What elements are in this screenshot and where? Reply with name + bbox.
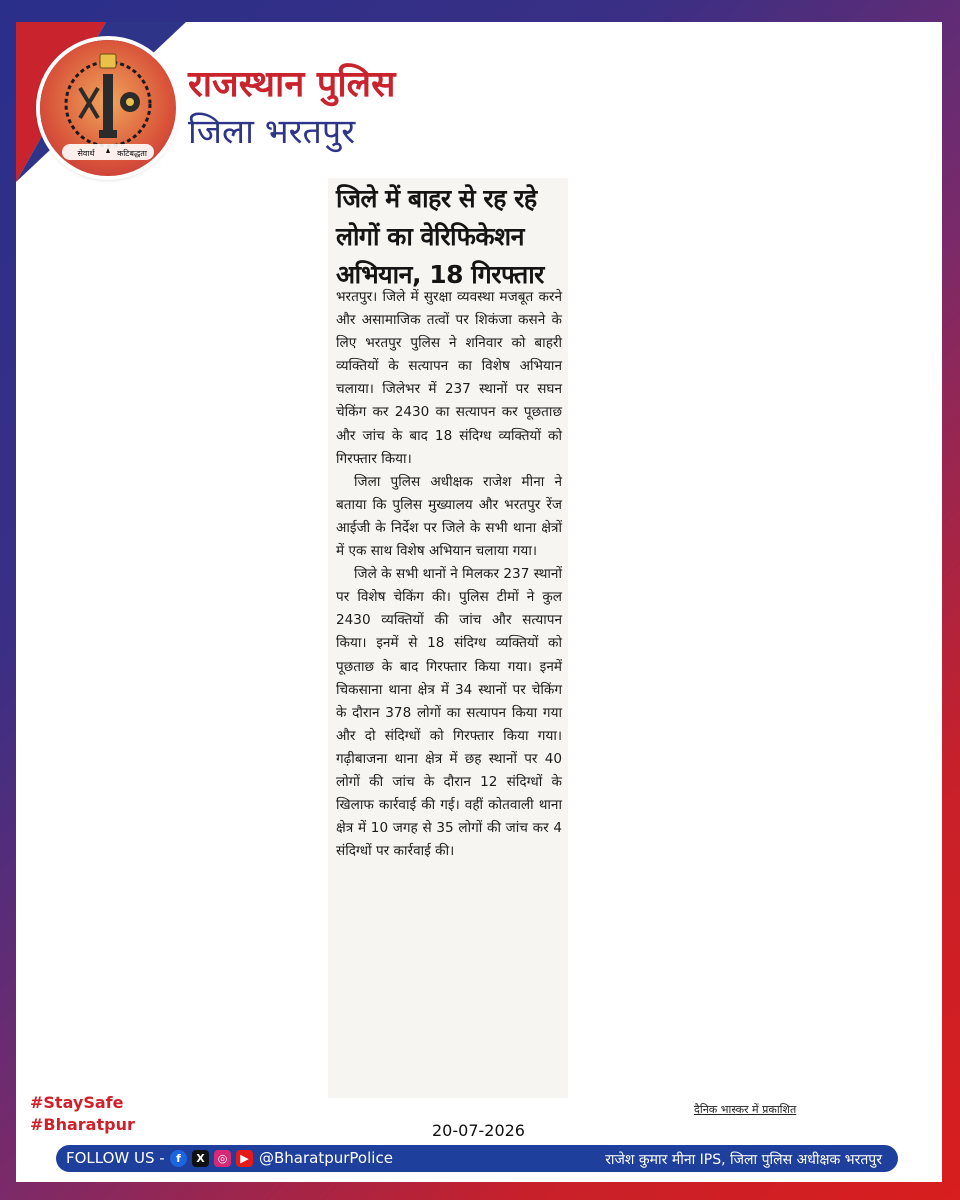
article-paragraph-2: जिला पुलिस अधीक्षक राजेश मीना ने बताया कि पुलिस मुख्यालय और भरतपुर रेंज आईजी के निर्देश पर जिले के सभी थाना क्षेत्रों में एक साथ विशेष अभियान चलाया गया। [336, 473, 562, 560]
logo-motto-right: कटिबद्धता [117, 149, 147, 158]
source-credit: दैनिक भास्कर में प्रकाशित [694, 1103, 797, 1116]
officer-credit: राजेश कुमार मीना IPS, जिला पुलिस अधीक्षक भरतपुर [605, 1152, 882, 1168]
article-body [336, 286, 562, 863]
social-handle[interactable]: @BharatpurPolice [259, 1149, 393, 1167]
police-emblem-logo [40, 40, 176, 176]
header-subtitle: जिला भरतपुर [188, 112, 356, 152]
article-headline: जिले में बाहर से रह रहे लोगों का वेरिफिकेशन अभियान, 18 गिरफ्तार [336, 184, 544, 289]
hashtag-staysafe[interactable]: #StaySafe [30, 1093, 124, 1112]
header-title: राजस्थान पुलिस [188, 64, 396, 105]
publish-date: 20-07-2026 [432, 1121, 525, 1140]
article-paragraph-1: भरतपुर। जिले में सुरक्षा व्यवस्था मजबूत करने और असामाजिक तत्वों पर शिकंजा कसने के लिए भरतपुर पुलिस ने शनिवार को बाहरी व्यक्तियों के सत्यापन का विशेष अभियान चलाया। जिलेभर में 237 स्थानों पर सघन चेकिंग कर 2430 का सत्यापन कर पूछताछ और जांच के बाद 18 संदिग्ध व्यक्तियों को गिरफ्तार किया। [336, 289, 562, 467]
follow-us-label: FOLLOW US - [66, 1149, 165, 1167]
x-icon[interactable]: X [192, 1150, 209, 1167]
facebook-icon[interactable]: f [170, 1150, 187, 1167]
logo-motto-left: सेवार्थ [77, 149, 95, 158]
youtube-icon[interactable]: ▶ [236, 1150, 253, 1167]
hashtag-bharatpur[interactable]: #Bharatpur [30, 1115, 135, 1134]
article-paragraph-3: जिले के सभी थानों ने मिलकर 237 स्थानों पर विशेष चेकिंग की। पुलिस टीमों ने कुल 2430 व्यक्तियों की जांच और सत्यापन किया। इनमें से 18 संदिग्ध व्यक्तियों को पूछताछ के बाद गिरफ्तार किया गया। इनमें चिकसाना थाना क्षेत्र में 34 स्थानों पर चेकिंग के दौरान 378 लोगों का सत्यापन किया गया और दो संदिग्धों को गिरफ्तार किया गया। गढ़ीबाजना थाना क्षेत्र में छह स्थानों पर 40 लोगों की जांच के दौरान 12 संदिग्धों के खिलाफ कार्रवाई की गई। वहीं कोतवाली थाना क्षेत्र में 10 जगह से 35 लोगों की जांच कर 4 संदिग्धों पर कार्रवाई की। [336, 566, 562, 860]
instagram-icon[interactable]: ◎ [214, 1150, 231, 1167]
footer-bar [56, 1145, 898, 1172]
